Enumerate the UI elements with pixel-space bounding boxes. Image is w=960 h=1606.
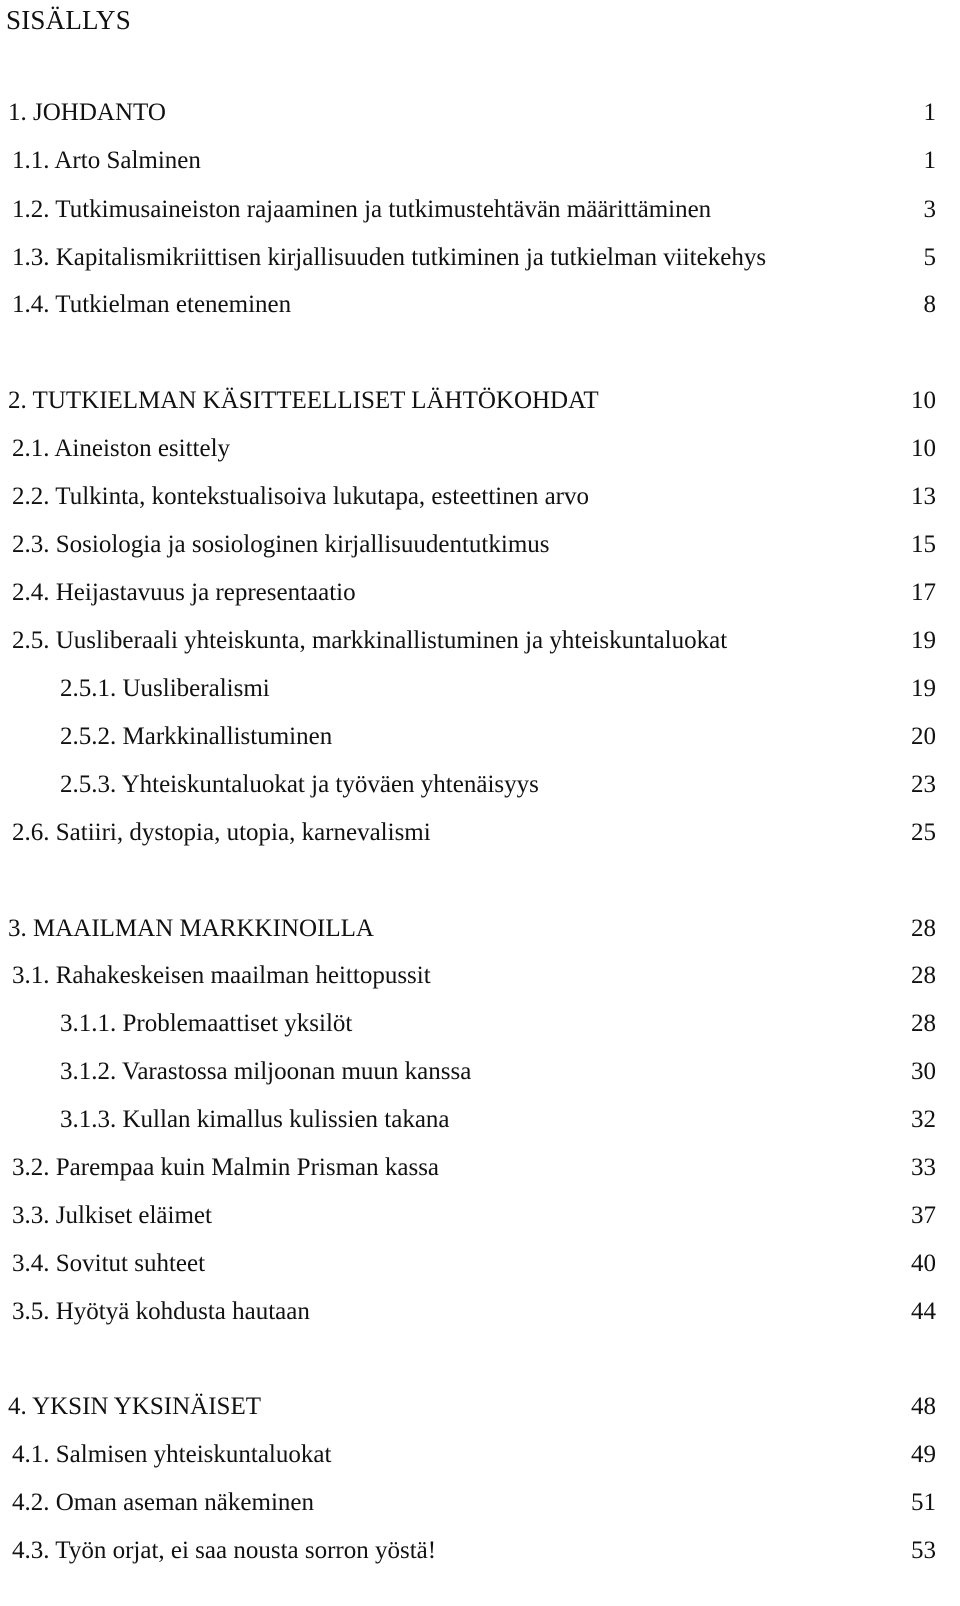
toc-entry-page: 17 <box>911 579 936 606</box>
toc-entry-page: 10 <box>911 387 936 414</box>
toc-entry-page: 49 <box>911 1441 936 1468</box>
toc-entry-page: 53 <box>911 1537 936 1564</box>
toc-entry <box>0 575 960 611</box>
toc-entry <box>0 287 960 323</box>
toc-entry-label: 3.5. Hyötyä kohdusta hautaan <box>12 1298 310 1325</box>
toc-entry-page: 3 <box>923 196 936 223</box>
toc-entry-label: 4.3. Työn orjat, ei saa nousta sorron yöstä! <box>12 1537 437 1564</box>
toc-entry <box>0 527 960 563</box>
toc-entry-page: 28 <box>911 1010 936 1037</box>
toc-entry <box>0 1485 960 1521</box>
toc-entry <box>0 719 960 755</box>
toc-entry <box>0 767 960 803</box>
toc-entry-label: 2.6. Satiiri, dystopia, utopia, karnevalismi <box>12 819 431 846</box>
toc-entry-page: 20 <box>911 723 936 750</box>
toc-entry-label: 3.3. Julkiset eläimet <box>12 1202 212 1229</box>
toc-entry <box>0 623 960 659</box>
toc-entry-page: 33 <box>911 1154 936 1181</box>
toc-entry-label: 1.2. Tutkimusaineiston rajaaminen ja tutkimustehtävän määrittäminen <box>12 196 712 223</box>
toc-entry <box>0 431 960 467</box>
toc-entry <box>0 95 960 131</box>
toc-entry <box>0 1150 960 1186</box>
toc-entry-page: 1 <box>923 147 936 174</box>
toc-entry-label: 2.5.3. Yhteiskuntaluokat ja työväen yhtenäisyys <box>60 771 539 798</box>
toc-entry-page: 23 <box>911 771 936 798</box>
toc-entry-label: 2. TUTKIELMAN KÄSITTEELLISET LÄHTÖKOHDAT <box>8 387 599 414</box>
toc-entry-label: 4. YKSIN YKSINÄISET <box>8 1393 262 1420</box>
toc-entry-page: 51 <box>911 1489 936 1516</box>
page-title: SISÄLLYS <box>6 5 131 35</box>
toc-entry-page: 1 <box>923 99 936 126</box>
toc-entry-label: 1.4. Tutkielman eteneminen <box>12 291 292 318</box>
toc-entry <box>0 911 960 947</box>
toc-entry-label: 3. MAAILMAN MARKKINOILLA <box>8 915 374 942</box>
toc-entry-label: 1.3. Kapitalismikriittisen kirjallisuuden tutkiminen ja tutkielman viitekehys <box>12 244 767 271</box>
toc-entry <box>0 958 960 994</box>
toc-entry <box>0 1246 960 1282</box>
toc-entry-label: 1.1. Arto Salminen <box>12 147 201 174</box>
toc-entry-page: 28 <box>911 962 936 989</box>
toc-entry-label: 2.2. Tulkinta, kontekstualisoiva lukutapa, esteettinen arvo <box>12 483 590 510</box>
toc-entry-page: 40 <box>911 1250 936 1277</box>
toc-entry-page: 13 <box>911 483 936 510</box>
toc-entry <box>0 1198 960 1234</box>
toc-entry <box>0 143 960 179</box>
toc-entry-label: 2.5. Uusliberaali yhteiskunta, markkinallistuminen ja yhteiskuntaluokat <box>12 627 728 654</box>
toc-entry-page: 5 <box>923 244 936 271</box>
toc-entry-label: 3.1.2. Varastossa miljoonan muun kanssa <box>60 1058 472 1085</box>
toc-entry-page: 10 <box>911 435 936 462</box>
toc-entry-page: 32 <box>911 1106 936 1133</box>
toc-entry <box>0 1054 960 1090</box>
toc-entry-page: 8 <box>923 291 936 318</box>
toc-entry <box>0 1389 960 1425</box>
toc-entry <box>0 479 960 515</box>
toc-entry-page: 44 <box>911 1298 936 1325</box>
toc-entry-label: 4.2. Oman aseman näkeminen <box>12 1489 314 1516</box>
toc-entry-label: 3.2. Parempaa kuin Malmin Prisman kassa <box>12 1154 440 1181</box>
toc-entry-label: 3.1.3. Kullan kimallus kulissien takana <box>60 1106 450 1133</box>
toc-entry-label: 2.5.1. Uusliberalismi <box>60 675 270 702</box>
toc-entry-page: 30 <box>911 1058 936 1085</box>
toc-entry <box>0 1533 960 1569</box>
toc-entry-label: 2.3. Sosiologia ja sosiologinen kirjallisuudentutkimus <box>12 531 550 558</box>
toc-entry-page: 15 <box>911 531 936 558</box>
toc-entry-label: 2.4. Heijastavuus ja representaatio <box>12 579 356 606</box>
toc-entry-page: 25 <box>911 819 936 846</box>
toc-entry-page: 37 <box>911 1202 936 1229</box>
toc-entry-label: 1. JOHDANTO <box>8 99 166 126</box>
toc-entry <box>0 383 960 419</box>
toc-entry-page: 19 <box>911 675 936 702</box>
toc-entry <box>0 815 960 851</box>
toc-entry-page: 48 <box>911 1393 936 1420</box>
toc-entry <box>0 1294 960 1330</box>
toc-entry-label: 3.1.1. Problemaattiset yksilöt <box>60 1010 353 1037</box>
toc-entry <box>0 1437 960 1473</box>
toc-entry <box>0 671 960 707</box>
toc-entry <box>0 240 960 276</box>
toc-entry-label: 2.5.2. Markkinallistuminen <box>60 723 333 750</box>
toc-entry <box>0 192 960 228</box>
toc-entry-label: 2.1. Aineiston esittely <box>12 435 231 462</box>
toc-entry-page: 28 <box>911 915 936 942</box>
toc-entry <box>0 1102 960 1138</box>
toc-entry-label: 4.1. Salmisen yhteiskuntaluokat <box>12 1441 332 1468</box>
toc-entry <box>0 1006 960 1042</box>
toc-entry-label: 3.4. Sovitut suhteet <box>12 1250 206 1277</box>
toc-entry-label: 3.1. Rahakeskeisen maailman heittopussit <box>12 962 431 989</box>
toc-entry-page: 19 <box>911 627 936 654</box>
